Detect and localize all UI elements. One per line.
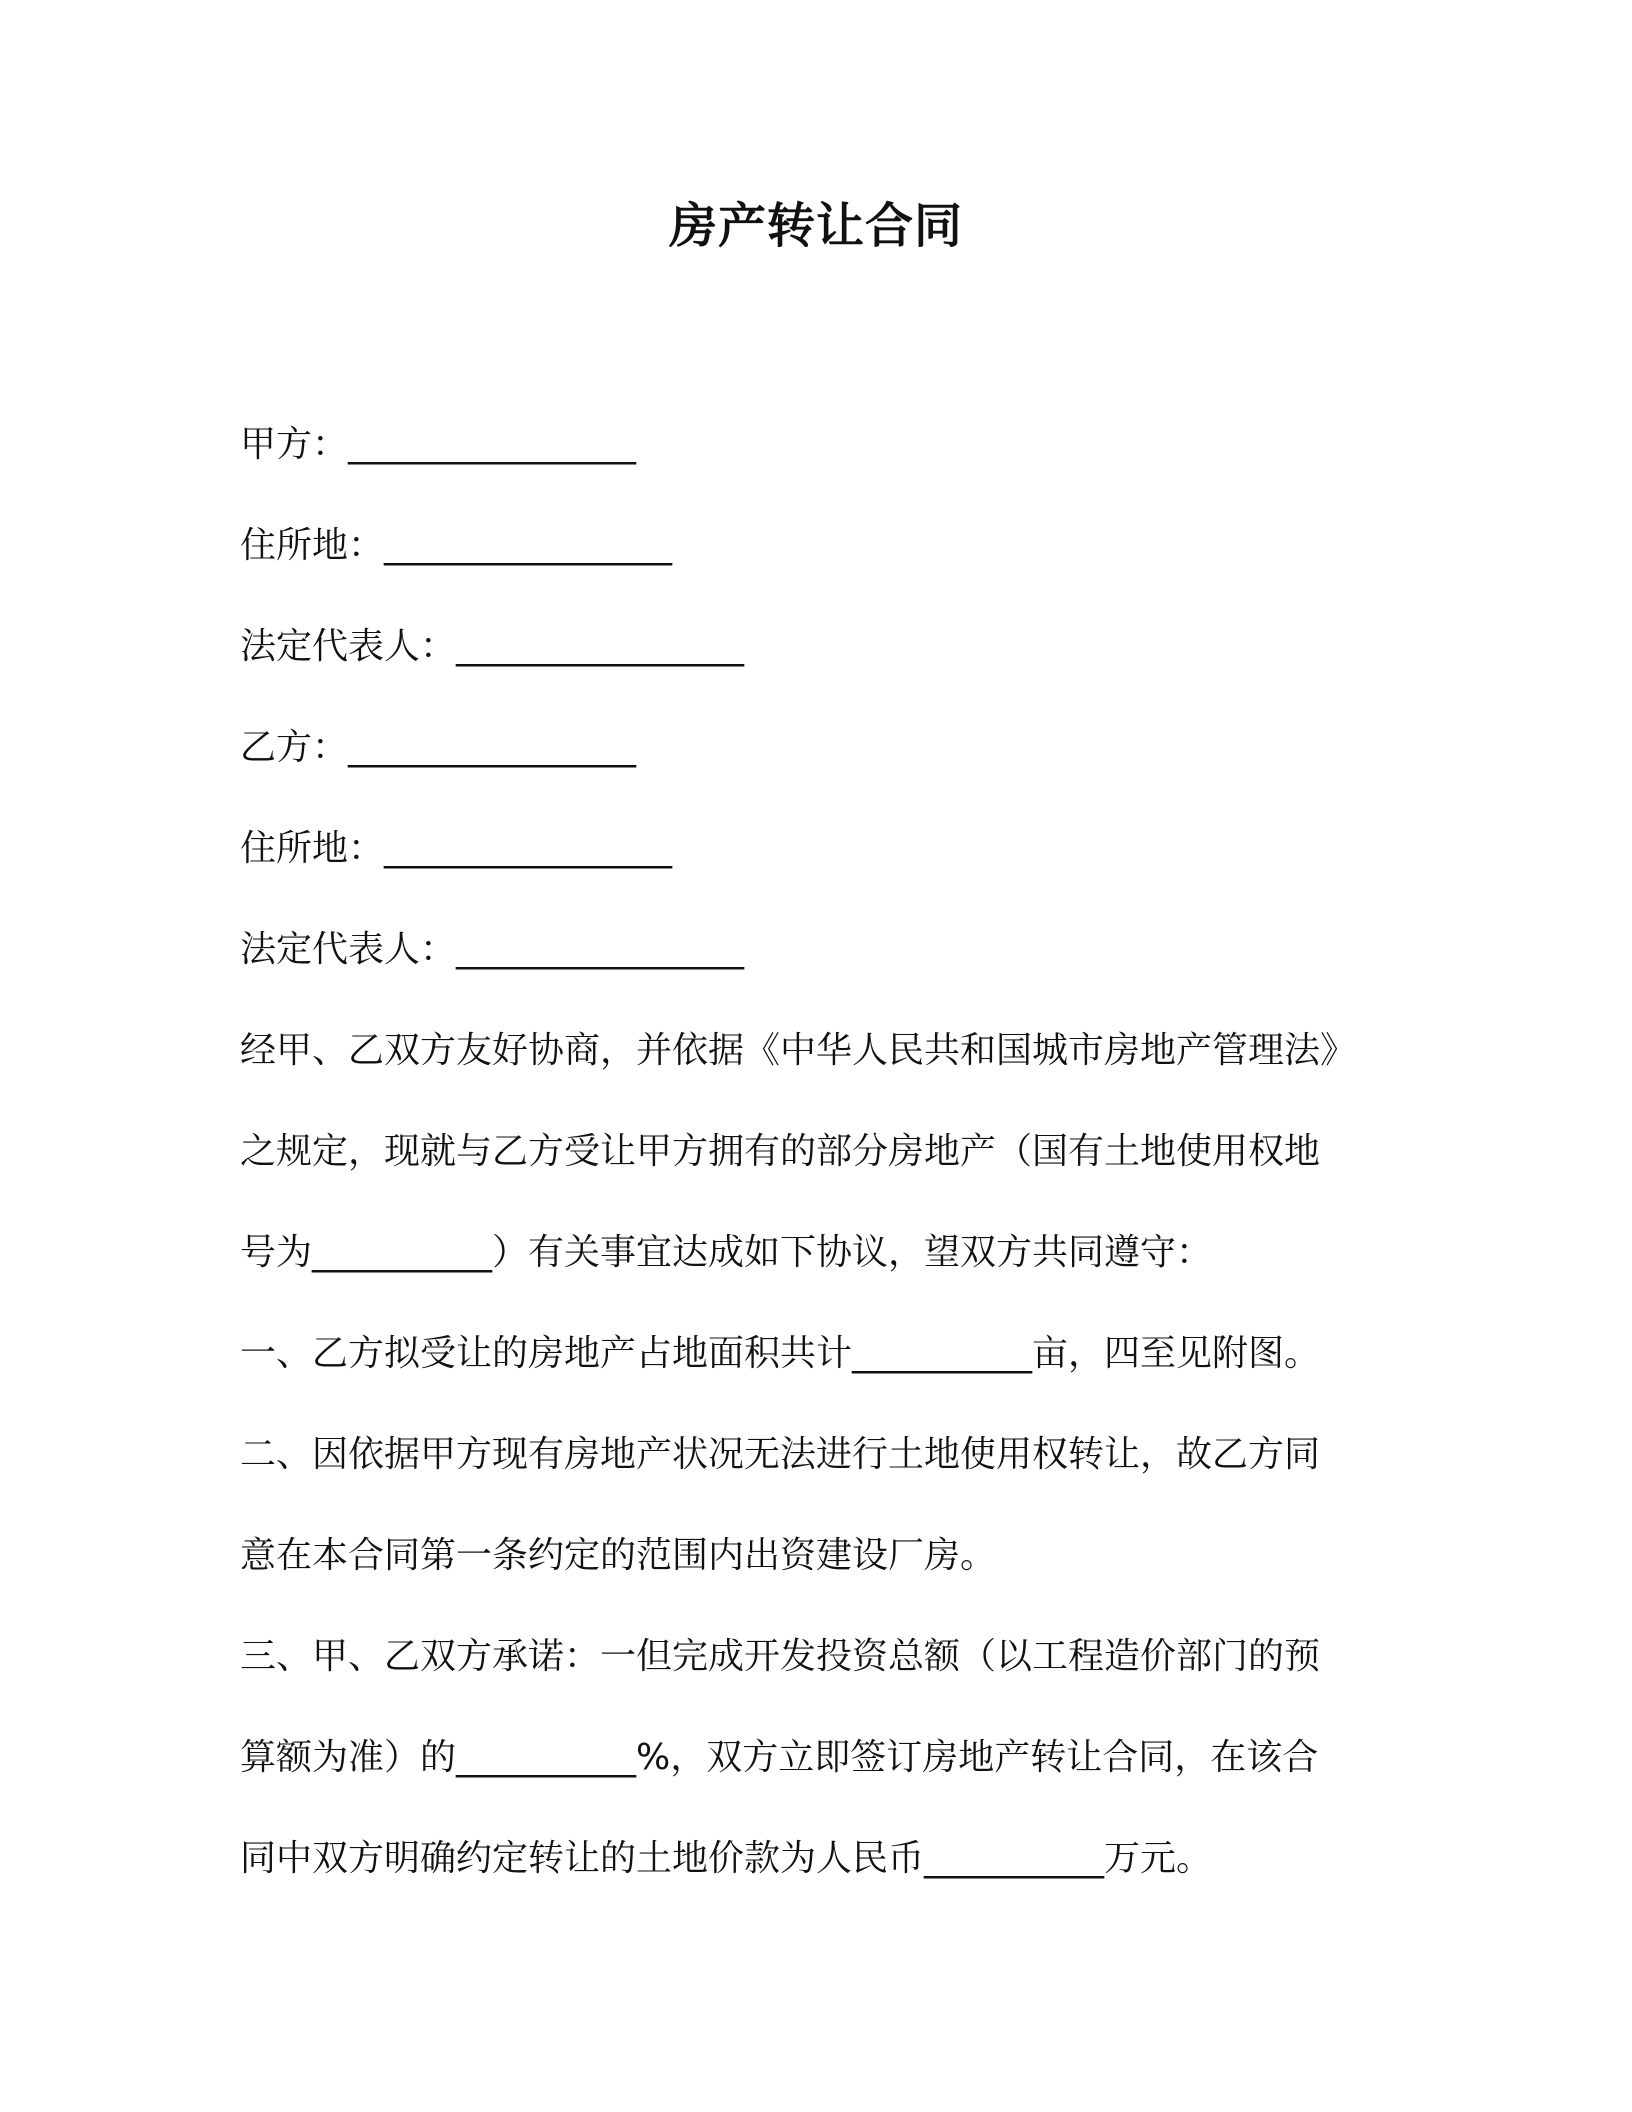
party-b-address-line: 住所地：________________	[240, 828, 673, 869]
clause-2-line-1: 二、因依据甲方现有房地产状况无法进行土地使用权转让，故乙方同	[240, 1434, 1321, 1475]
party-a-representative-line: 法定代表人：________________	[240, 626, 745, 667]
preamble-line-1: 经甲、乙双方友好协商，并依据《中华人民共和国城市房地产管理法》	[240, 1030, 1357, 1071]
clause-3-line-1: 三、甲、乙双方承诺：一但完成开发投资总额（以工程造价部门的预	[240, 1636, 1321, 1677]
preamble-line-3: 号为__________）有关事宜达成如下协议，望双方共同遵守：	[240, 1232, 1213, 1273]
party-a-address-line: 住所地：________________	[240, 525, 673, 566]
clause-3-line-3: 同中双方明确约定转让的土地价款为人民币__________万元。	[240, 1838, 1213, 1879]
clause-2-line-2: 意在本合同第一条约定的范围内出资建设厂房。	[240, 1535, 997, 1576]
clause-3-line-2: 算额为准）的__________%，双方立即签订房地产转让合同，在该合	[240, 1737, 1319, 1778]
document-body	[240, 415, 1400, 1930]
clause-1-line: 一、乙方拟受让的房地产占地面积共计__________亩，四至见附图。	[240, 1333, 1321, 1374]
document-title: 房产转让合同	[668, 198, 963, 254]
party-b-line: 乙方：________________	[240, 727, 637, 768]
preamble-line-2: 之规定，现就与乙方受让甲方拥有的部分房地产（国有土地使用权地	[240, 1131, 1321, 1172]
party-b-representative-line: 法定代表人：________________	[240, 929, 745, 970]
party-a-line: 甲方：________________	[240, 424, 637, 465]
